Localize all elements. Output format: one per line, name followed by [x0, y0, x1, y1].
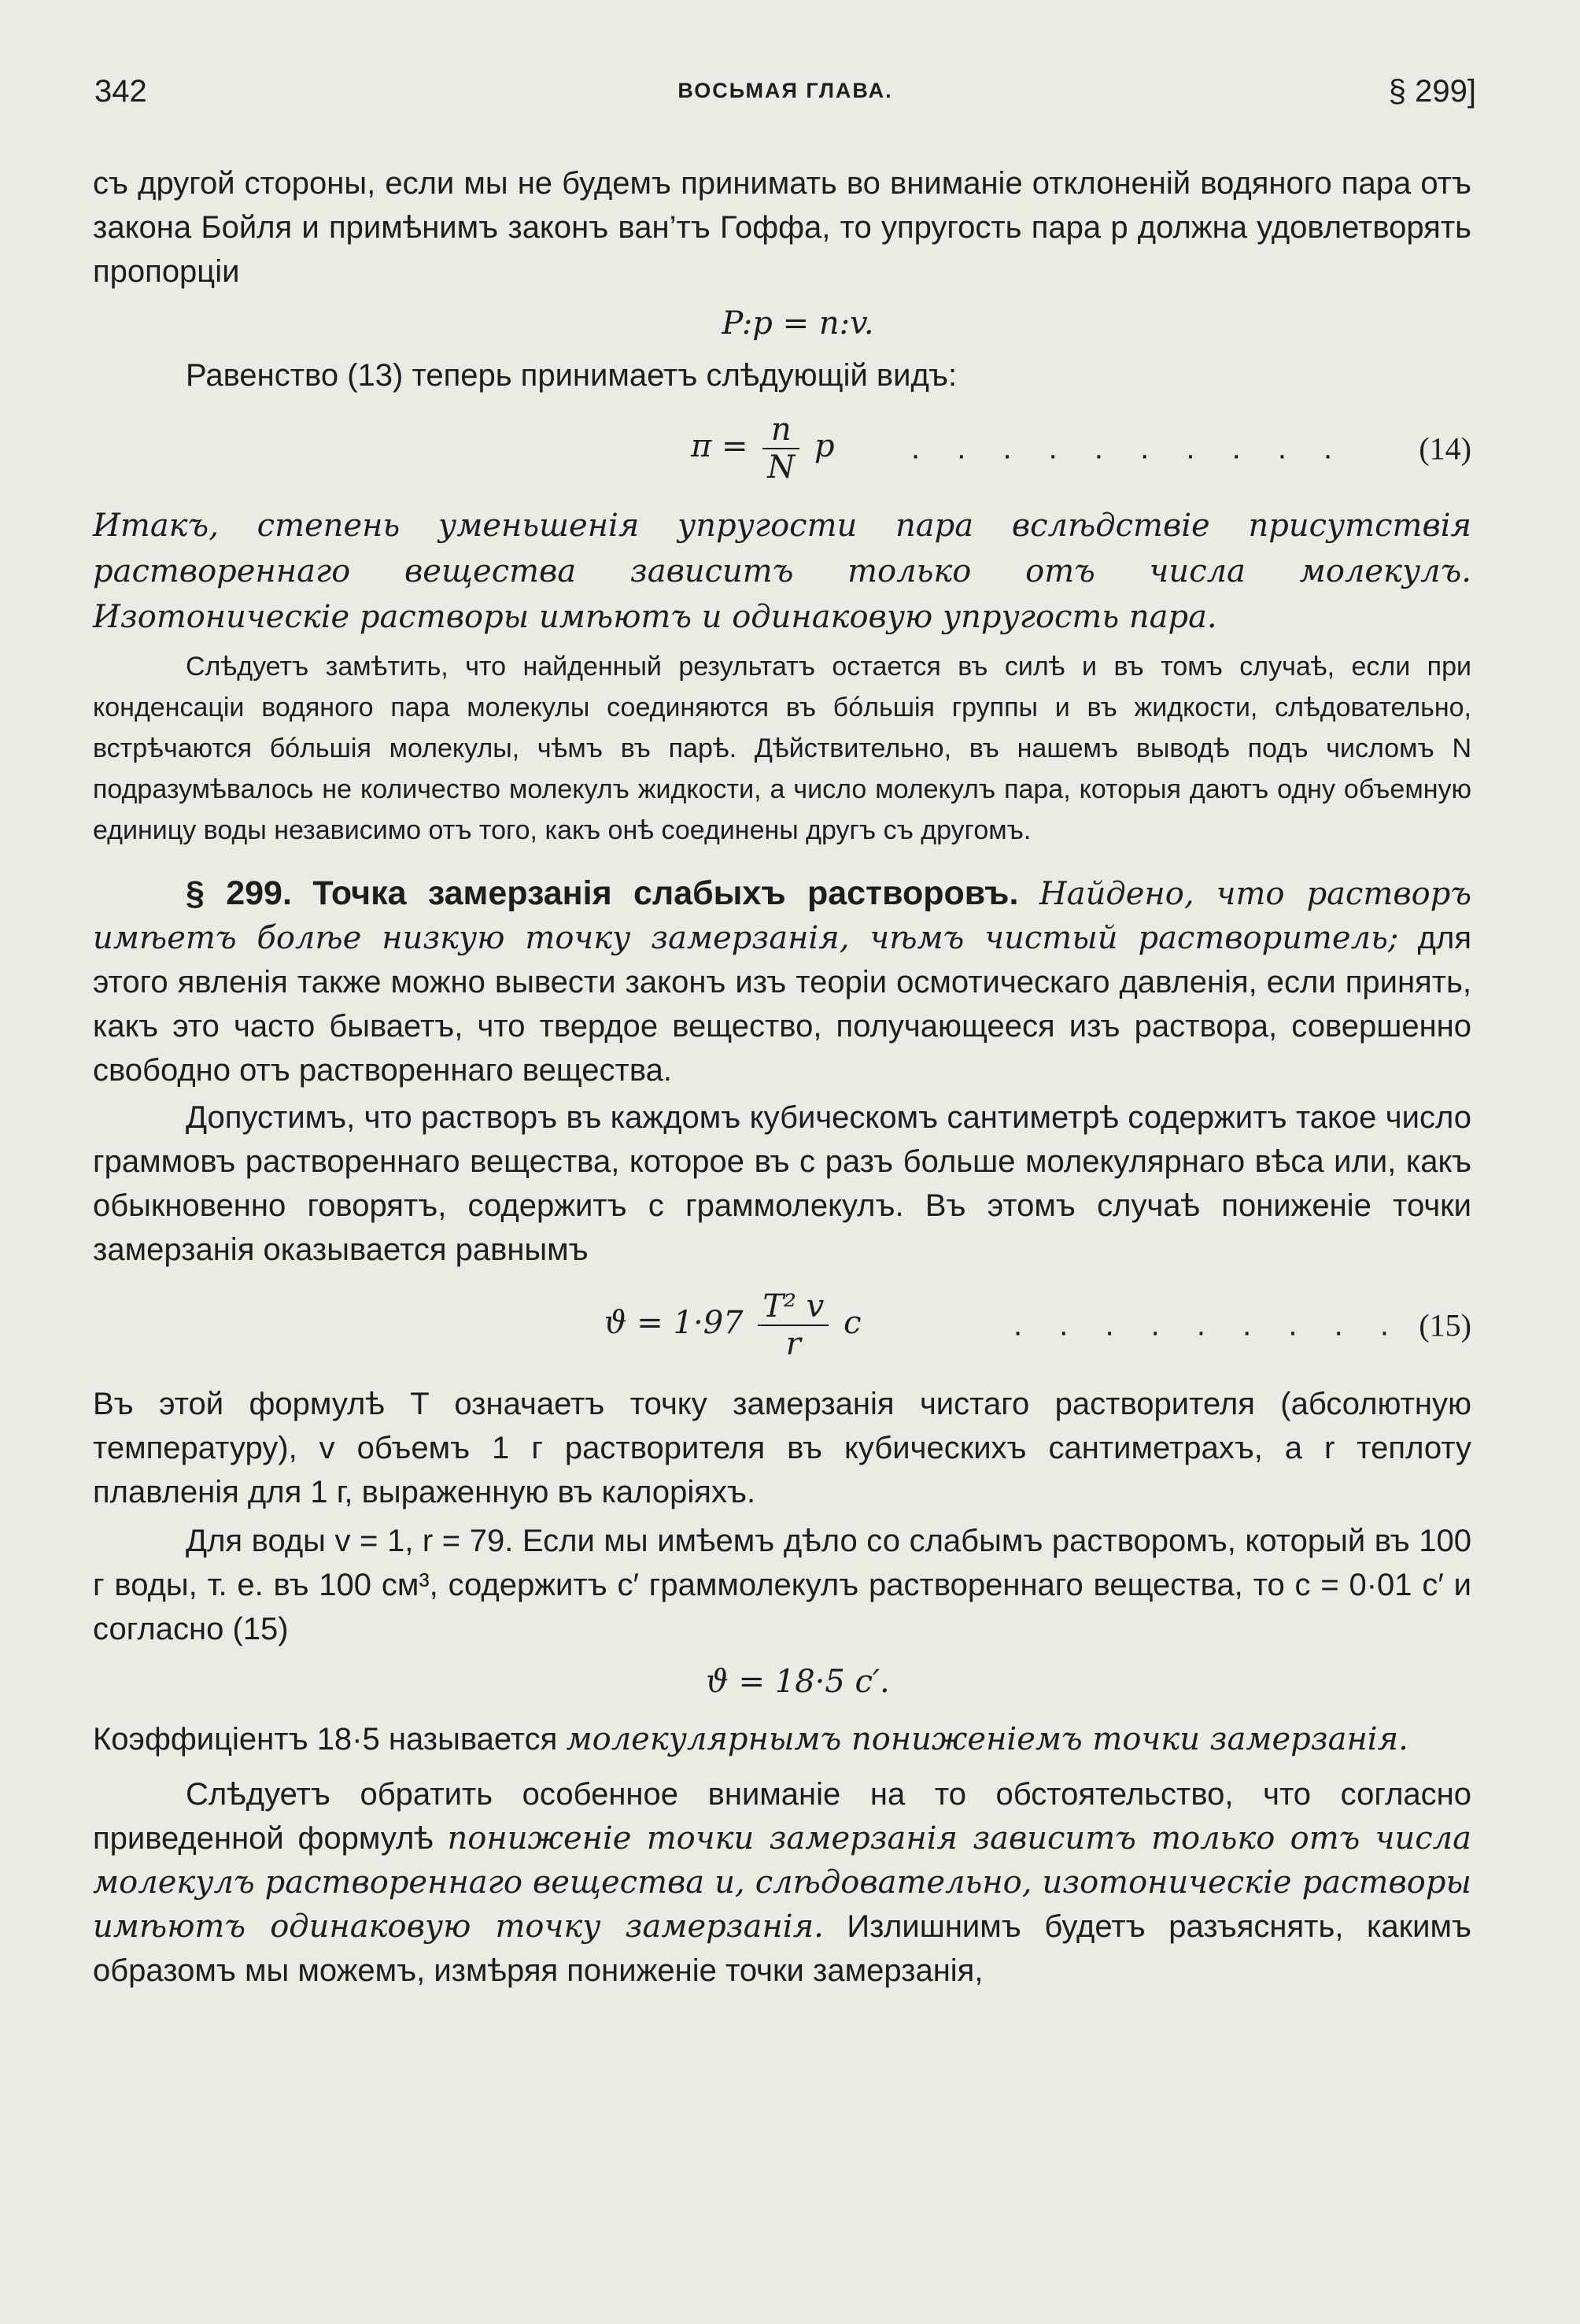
formula-15-lhs: ϑ = 1·97: [604, 1305, 744, 1341]
paragraph-equation-13: Равенство (13) теперь принимаетъ слѣдующій видъ:: [186, 358, 958, 393]
section-italic-lead: Найдено, что растворъ имѣетъ болѣе низкую точку замерзанія, чѣмъ чистый растворитель;: [93, 876, 1471, 956]
paragraph-assumption: Допустимъ, что растворъ въ каждомъ кубическомъ сантиметрѣ содержитъ такое число граммовъ раствореннаго вещества, которое въ c разъ больше молекулярнаго вѣса или, какъ обыкновенно говорятъ, содержитъ c граммолекулъ. Въ этомъ случаѣ пониженіе точки замерзанія оказывается равнымъ: [93, 1100, 1471, 1267]
formula-14-dots: . . . . . . . . . .: [911, 430, 1347, 466]
formula-15-dots: . . . . . . . . .: [1013, 1307, 1403, 1343]
formula-14-expression: [691, 412, 835, 486]
formula-14: [93, 405, 1471, 492]
coefficient-term: молекулярнымъ пониженіемъ точки замерзанія.: [566, 1721, 1408, 1757]
page-body: [93, 161, 1471, 1993]
formula-15: [93, 1278, 1471, 1373]
formula-14-rhs: p: [814, 428, 835, 464]
proportion-expression: P:p = n:v.: [722, 305, 874, 342]
paragraph-coefficient: [93, 1717, 1471, 1761]
equation-number-14: (14): [1419, 430, 1471, 467]
equation-number-15: (15): [1419, 1307, 1471, 1343]
page-number: 342: [94, 74, 147, 109]
formula-15-fraction: [758, 1288, 829, 1362]
result-expression: ϑ = 18·5 c′.: [706, 1664, 890, 1700]
formula-proportion: [93, 298, 1471, 349]
italic-conclusion: Итакъ, степень уменьшенія упругости пара вслѣдствіе присутствія раствореннаго вещества зависитъ только отъ числа молекулъ. Изотоническіе растворы имѣютъ и одинаковую упругость пара.: [93, 508, 1471, 635]
section-number: § 299.: [186, 874, 292, 912]
formula-result: [93, 1654, 1471, 1709]
paragraph-final: [93, 1772, 1471, 1993]
paragraph-water: Для воды v = 1, r = 79. Если мы имѣемъ дѣло со слабымъ растворомъ, который въ 100 г воды, т. е. въ 100 см³, содержитъ c′ граммолекулъ раствореннаго вещества, то c = 0·01 c′ и согласно (15): [93, 1524, 1471, 1646]
formula-15-expression: [604, 1288, 861, 1362]
small-print-note: Слѣдуетъ замѣтить, что найденный результатъ остается въ силѣ и въ томъ случаѣ, если при конденсаціи водяного пара молекулы соединяются въ бóльшія группы и въ жидкости, слѣдовательно, встрѣчаются бóльшія молекулы, чѣмъ въ парѣ. Дѣйствительно, въ нашемъ выводѣ подъ числомъ N подразумѣвалось не количество молекулъ жидкости, а число молекулъ пара, которыя даютъ одну объемную единицу воды независимо отъ того, какъ онѣ соединены другъ съ другомъ.: [93, 652, 1471, 845]
running-header: [94, 74, 1476, 121]
formula-14-fraction: [762, 412, 799, 486]
section-reference: § 299]: [1388, 74, 1476, 109]
final-tail: Излишнимъ будетъ разъяснять, какимъ образомъ мы можемъ, измѣряя пониженіе точки замерзанія,: [93, 1909, 1471, 1988]
formula-14-numerator: n: [762, 412, 799, 449]
formula-14-lhs: π =: [691, 428, 748, 464]
coefficient-lead: Коэффиціентъ 18·5 называется: [93, 1722, 558, 1757]
formula-15-rhs: c: [844, 1305, 862, 1341]
formula-15-numerator: T² v: [758, 1288, 829, 1326]
paragraph-vapor-pressure: съ другой стороны, если мы не будемъ принимать во вниманіе отклоненій водяного пара отъ закона Бойля и примѣнимъ законъ ван’тъ Гоффа, то упругость пара p должна удовлетворять пропорціи: [93, 166, 1471, 289]
formula-14-denominator: N: [767, 449, 796, 486]
section-299-paragraph: [93, 871, 1471, 1092]
final-italic: пониженіе точки замерзанія зависитъ только отъ числа молекулъ раствореннаго вещества и, слѣдовательно, изотоническіе растворы имѣютъ одинаковую точку замерзанія.: [93, 1820, 1471, 1945]
section-lead-rest: для этого явленія также можно вывести законъ изъ теоріи осмотическаго давленія, если принять, какъ это часто бываетъ, что твердое вещество, получающееся изъ раствора, совершенно свободно отъ раствореннаго вещества.: [93, 921, 1471, 1088]
formula-15-denominator: r: [785, 1326, 801, 1362]
final-lead: Слѣдуетъ обратить особенное вниманіе на то обстоятельство, что согласно приведенной формулѣ: [93, 1777, 1471, 1856]
paragraph-formula-explanation: Въ этой формулѣ T означаетъ точку замерзанія чистаго растворителя (абсолютную температуру), v объемъ 1 г растворителя въ кубическихъ сантиметрахъ, а r теплоту плавленія для 1 г, выраженную въ калоріяхъ.: [93, 1387, 1471, 1509]
section-title: Точка замерзанія слабыхъ растворовъ.: [312, 874, 1019, 912]
chapter-title: ВОСЬМАЯ ГЛАВА.: [677, 79, 893, 102]
